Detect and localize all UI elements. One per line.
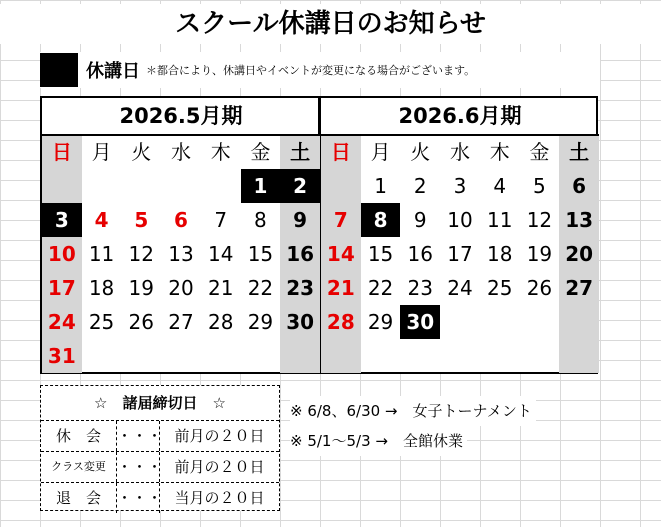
calendar-day: 11 — [486, 208, 513, 232]
calendar-day: 12 — [526, 208, 553, 232]
calendar-empty-cell — [280, 339, 320, 373]
weekday-header: 火 — [131, 140, 152, 164]
calendar-day: 16 — [280, 237, 320, 271]
calendar-day: 27 — [168, 310, 194, 334]
calendar-day: 2 — [280, 169, 320, 203]
calendar-day: 1 — [374, 174, 387, 198]
calendar-day: 15 — [247, 242, 274, 266]
calendar-grid — [42, 136, 320, 373]
calendar-day: 22 — [247, 276, 274, 300]
deadline-label: クラス変更 — [41, 452, 117, 482]
calendar-empty-cell — [361, 339, 401, 373]
calendar-day: 25 — [486, 276, 513, 300]
weekday-header: 日 — [321, 136, 361, 169]
deadline-box — [40, 385, 280, 511]
calendar-day: 1 — [241, 169, 281, 203]
calendar-day: 14 — [321, 237, 361, 271]
calendar-day: 16 — [407, 242, 433, 266]
calendar-empty-cell — [241, 339, 281, 373]
deadline-value: 前月の２０日 — [174, 427, 265, 445]
calendar-day: 4 — [94, 208, 109, 232]
deadline-dots: ・・・ — [117, 452, 160, 482]
calendar-day: 4 — [493, 174, 507, 198]
notes — [290, 396, 650, 456]
calendar-grid — [321, 136, 599, 373]
calendar-june — [321, 98, 599, 373]
calendar-day: 3 — [453, 174, 467, 198]
deadline-row — [41, 483, 279, 513]
calendar-empty-cell — [321, 169, 361, 203]
calendar-empty-cell — [42, 169, 82, 203]
deadline-value: 前月の２０日 — [174, 458, 265, 476]
calendar-day: 17 — [42, 271, 82, 305]
deadline-row — [41, 421, 279, 452]
calendar-day: 12 — [128, 242, 154, 266]
calendar-empty-cell — [161, 169, 201, 203]
calendar-empty-cell — [559, 305, 599, 339]
deadline-row — [41, 452, 279, 483]
calendar-day: 3 — [42, 203, 82, 237]
legend-note: ＊都合により、休講日やイベントが変更になる場合がございます。 — [146, 64, 476, 77]
calendar-empty-cell — [520, 339, 560, 373]
calendar-day: 30 — [400, 305, 440, 339]
page-title: スクール休講日のお知らせ — [0, 4, 661, 44]
weekday-header: 金 — [250, 140, 271, 164]
calendar-day: 8 — [361, 203, 401, 237]
calendar-empty-cell — [480, 339, 520, 373]
calendar-day: 10 — [42, 237, 82, 271]
calendar-day: 9 — [413, 208, 427, 232]
calendar-day: 15 — [367, 242, 394, 266]
calendar-day: 30 — [280, 305, 320, 339]
weekday-header: 水 — [170, 140, 191, 164]
calendar-day: 29 — [247, 310, 274, 334]
calendar-empty-cell — [201, 169, 241, 203]
calendar-title: 2026.5月期 — [42, 98, 320, 136]
weekday-header: 金 — [529, 140, 550, 164]
weekday-header: 木 — [489, 140, 510, 164]
calendar-empty-cell — [82, 169, 122, 203]
weekday-header: 土 — [280, 136, 320, 169]
calendar-day: 19 — [526, 242, 553, 266]
calendar-empty-cell — [480, 305, 520, 339]
deadline-title: ☆ 諸届締切日 ☆ — [41, 386, 279, 421]
weekday-header: 水 — [449, 140, 470, 164]
calendar-day: 25 — [88, 310, 115, 334]
calendar-empty-cell — [440, 305, 480, 339]
note-item: ※ 5/1～5/3 → 全館休業 — [290, 426, 467, 456]
calendar-day: 24 — [447, 276, 473, 300]
note-item: ※ 6/8、6/30 → 女子トーナメント — [290, 396, 536, 426]
calendar-day: 20 — [168, 276, 194, 300]
calendar-empty-cell — [321, 339, 361, 373]
calendar-day: 7 — [321, 203, 361, 237]
calendar-empty-cell — [161, 339, 201, 373]
calendar-day: 19 — [128, 276, 154, 300]
calendar-day: 5 — [533, 174, 546, 198]
deadline-dots: ・・・ — [117, 483, 160, 513]
calendar-empty-cell — [440, 339, 480, 373]
legend — [40, 52, 600, 88]
calendar-day: 6 — [174, 208, 188, 232]
weekday-header: 土 — [559, 136, 599, 169]
deadline-label: 退 会 — [41, 483, 117, 513]
calendar-day: 22 — [367, 276, 394, 300]
calendar-empty-cell — [121, 169, 161, 203]
weekday-header: 日 — [42, 136, 82, 169]
calendar-day: 9 — [280, 203, 320, 237]
calendar-may — [42, 98, 320, 373]
calendar-empty-cell — [520, 305, 560, 339]
calendar-day: 24 — [42, 305, 82, 339]
calendar-day: 17 — [447, 242, 473, 266]
legend-label: 休講日 — [86, 61, 140, 82]
deadline-label: 休 会 — [41, 421, 117, 451]
weekday-header: 木 — [210, 140, 231, 164]
calendar-empty-cell — [400, 339, 440, 373]
calendar-day: 23 — [407, 276, 433, 300]
deadline-value: 当月の２０日 — [174, 489, 265, 507]
calendar-day: 13 — [168, 242, 194, 266]
calendar-day: 26 — [128, 310, 154, 334]
calendar-day: 5 — [134, 208, 149, 232]
calendar-day: 28 — [321, 305, 361, 339]
calendar-day: 28 — [207, 310, 234, 334]
calendar-day: 18 — [88, 276, 115, 300]
calendar-day: 2 — [413, 174, 427, 198]
calendar-day: 21 — [207, 276, 234, 300]
calendar-day: 14 — [207, 242, 234, 266]
calendar-day: 23 — [280, 271, 320, 305]
calendar-day: 29 — [367, 310, 394, 334]
holiday-swatch — [40, 53, 78, 87]
calendar-day: 26 — [526, 276, 553, 300]
calendar-day: 8 — [254, 208, 267, 232]
calendar-empty-cell — [201, 339, 241, 373]
calendar-day: 27 — [559, 271, 599, 305]
calendar-day: 6 — [559, 169, 599, 203]
weekday-header: 月 — [370, 140, 391, 164]
calendar-empty-cell — [82, 339, 122, 373]
calendar-day: 20 — [559, 237, 599, 271]
deadline-dots: ・・・ — [117, 421, 160, 451]
calendar-day: 7 — [214, 208, 228, 232]
weekday-header: 月 — [91, 140, 112, 164]
calendar-day: 11 — [88, 242, 115, 266]
calendar-empty-cell — [121, 339, 161, 373]
calendar-empty-cell — [559, 339, 599, 373]
calendar-title: 2026.6月期 — [321, 98, 599, 136]
calendar-day: 13 — [559, 203, 599, 237]
calendar-day: 18 — [486, 242, 513, 266]
calendar-day: 21 — [321, 271, 361, 305]
calendar-day: 31 — [42, 339, 82, 373]
weekday-header: 火 — [410, 140, 431, 164]
calendar-day: 10 — [447, 208, 473, 232]
